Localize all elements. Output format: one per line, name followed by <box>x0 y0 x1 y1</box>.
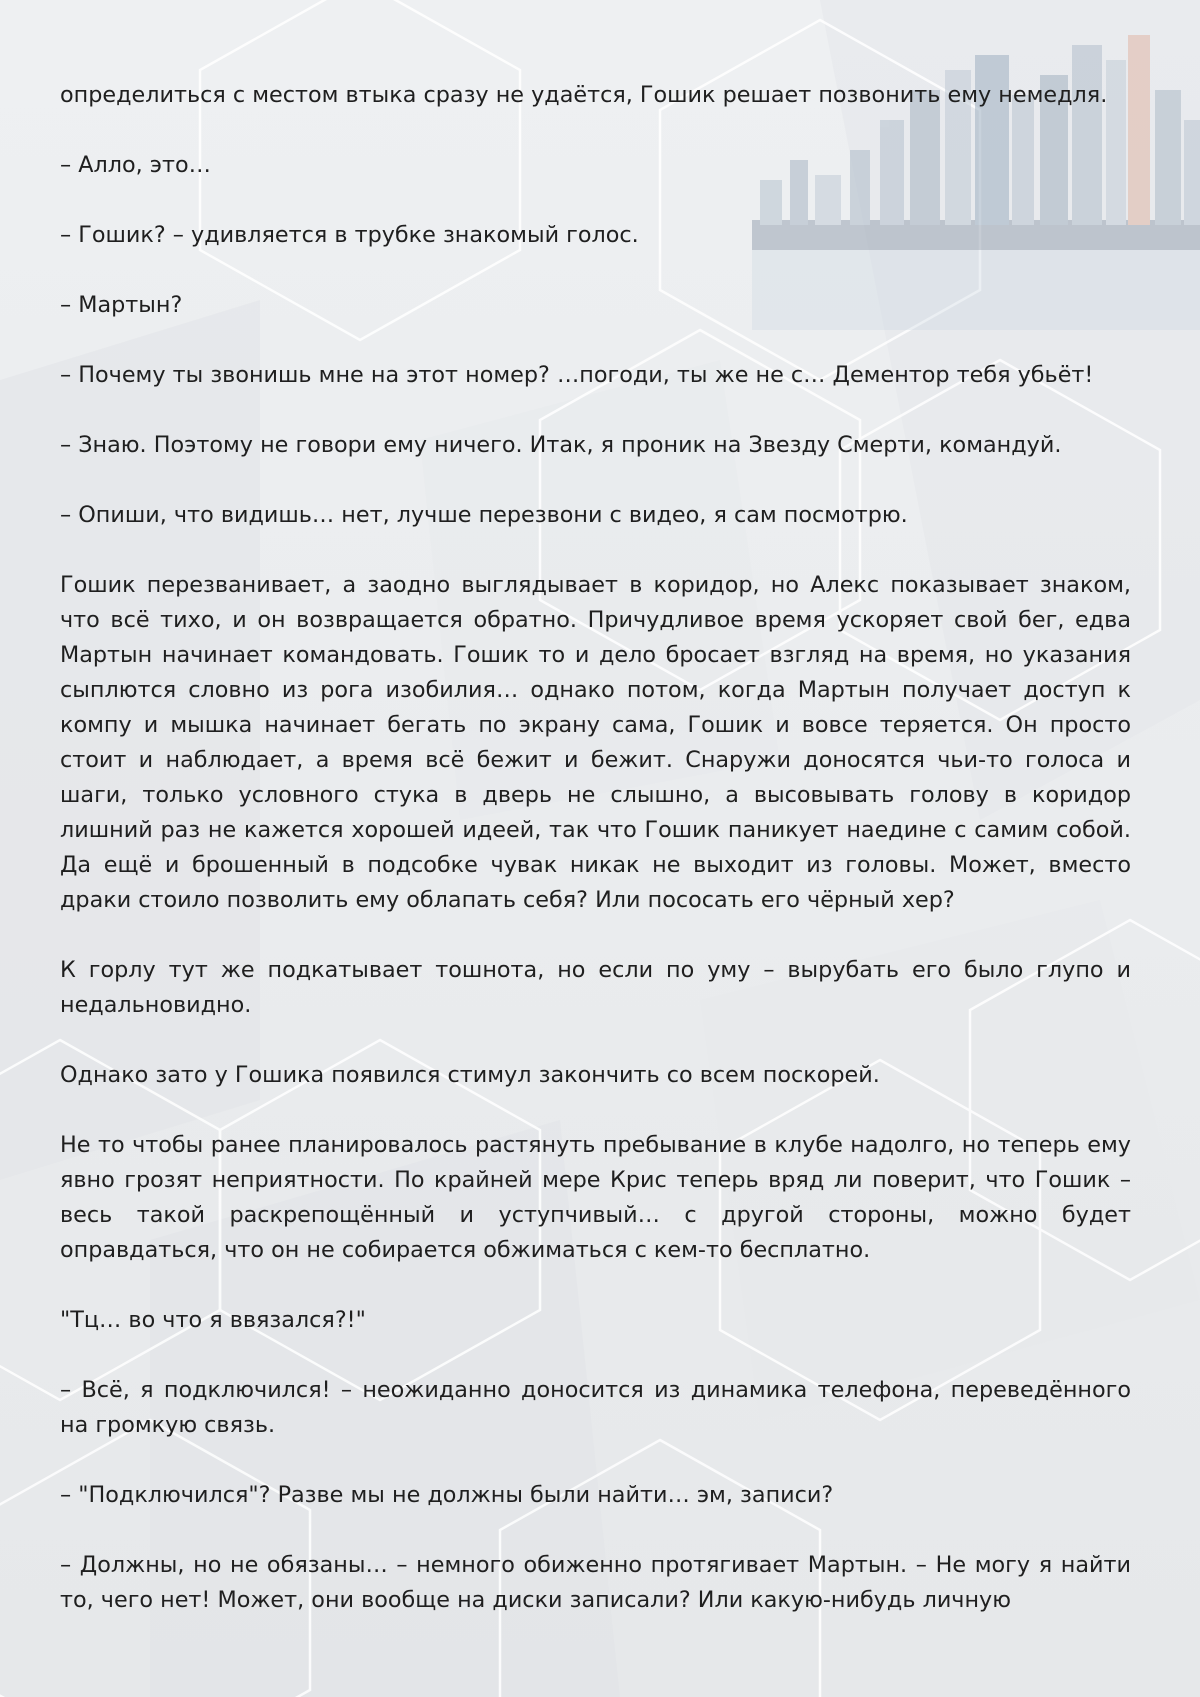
paragraph: – "Подключился"? Разве мы не должны были найти… эм, записи? <box>60 1482 834 1508</box>
paragraph: Не то чтобы ранее планировалось растянуть пребывание в клубе надолго, но теперь ему явно грозят неприятности. По крайней мере Крис теперь вряд ли поверит, что Гошик – весь такой раскрепощённый и уступчивый… с другой стороны, можно будет оправдаться, что он не собирается обжиматься с кем-то бесплатно. <box>60 1132 1131 1263</box>
paragraph: – Гошик? – удивляется в трубке знакомый голос. <box>60 222 639 248</box>
paragraph: – Опиши, что видишь… нет, лучше перезвони с видео, я сам посмотрю. <box>60 502 908 528</box>
paragraph: Однако зато у Гошика появился стимул закончить со всем поскорей. <box>60 1062 880 1088</box>
paragraph: – Знаю. Поэтому не говори ему ничего. Итак, я проник на Звезду Смерти, командуй. <box>60 432 1062 458</box>
paragraph: К горлу тут же подкатывает тошнота, но если по уму – вырубать его было глупо и недальновидно. <box>60 957 1131 1018</box>
paragraph: "Тц… во что я ввязался?!" <box>60 1307 366 1333</box>
paragraph: – Всё, я подключился! – неожиданно доносится из динамика телефона, переведённого на громкую связь. <box>60 1377 1131 1438</box>
paragraph: – Почему ты звонишь мне на этот номер? …погоди, ты же не с… Дементор тебя убьёт! <box>60 362 1094 388</box>
paragraph: Гошик перезванивает, а заодно выглядывает в коридор, но Алекс показывает знаком, что всё тихо, и он возвращается обратно. Причудливое время ускоряет свой бег, едва Мартын начинает командовать. Гошик то и дело бросает взгляд на время, но указания сыплются словно из рога изобилия… однако потом, когда Мартын получает доступ к компу и мышка начинает бегать по экрану сама, Гошик и вовсе теряется. Он просто стоит и наблюдает, а время всё бежит и бежит. Снаружи доносятся чьи-то голоса и шаги, только условного стука в дверь не слышно, а высовывать голову в коридор лишний раз не кажется хорошей идеей, так что Гошик паникует наедине с самим собой. Да ещё и брошенный в подсобке чувак никак не выходит из головы. Может, вместо драки стоило позволить ему облапать себя? Или пососать его чёрный хер? <box>60 572 1131 913</box>
paragraph: – Алло, это… <box>60 152 211 178</box>
document-text <box>60 78 1131 1653</box>
paragraph: определиться с местом втыка сразу не удаётся, Гошик решает позвонить ему немедля. <box>60 82 1108 108</box>
paragraph: – Должны, но не обязаны… – немного обиженно протягивает Мартын. – Не могу я найти то, чего нет! Может, они вообще на диски записали? Или какую-нибудь личную <box>60 1552 1131 1613</box>
paragraph: – Мартын? <box>60 292 183 318</box>
